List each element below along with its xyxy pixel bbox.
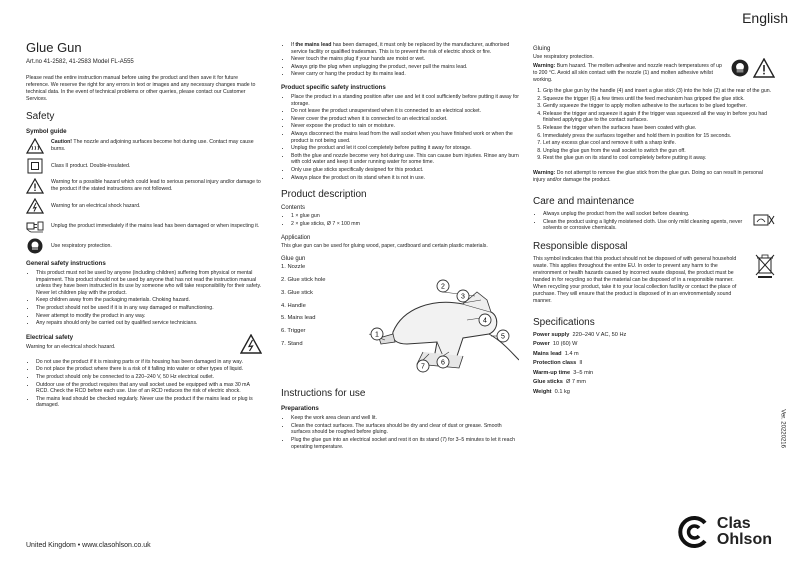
list-item: • Never touch the mains plug if your hands are moist or wet. [291, 56, 519, 63]
spec-value: 0.1 kg [554, 388, 570, 395]
warning-remove-stick [533, 170, 775, 184]
symbol-text: Use respiratory protection. [51, 242, 112, 249]
disposal-block [533, 233, 775, 309]
spec-value: 10 (60) W [552, 341, 578, 348]
care-list [533, 211, 753, 232]
list-item: • Keep children away from the packaging materials. Choking hazard. [36, 297, 262, 304]
symbol-hot-surface [26, 138, 262, 154]
svg-text:2: 2 [441, 283, 445, 291]
list-item: • Always grip the plug when unplugging the product, never pull the mains lead. [291, 64, 519, 71]
version-label: Ver. 20220216 [780, 409, 786, 448]
specific-safety-heading: Product specific safety instructions [281, 83, 386, 91]
spec-value: 220–240 V AC, 50 Hz [572, 331, 627, 338]
clas-ohlson-logo [677, 515, 772, 549]
step-item: 8. Unplug the glue gun from the wall socket to switch the gun off. [543, 148, 775, 155]
logo-text-clas: Clas [716, 515, 751, 532]
electrical-safety-list-continued [281, 42, 519, 78]
instructions-heading: Instructions for use [281, 388, 366, 400]
care-block [533, 188, 775, 233]
callout-3 [457, 290, 469, 302]
list-item: • Outdoor use of the product requires that any wall socket used be equipped with a max 30 mA RCD. Check the RCD before each use. Use of an RCD reduces the risk of electric shock. [36, 382, 262, 395]
spec-row [533, 370, 775, 376]
list-item: • The product should only be connected to a 220–240 V, 50 Hz electrical outlet. [36, 374, 262, 381]
spec-row [533, 389, 775, 395]
list-item: • Never cover the product when it is connected to an electrical socket. [291, 116, 519, 123]
spec-label: Power [533, 341, 550, 348]
list-text: If [291, 42, 296, 48]
spec-label: Weight [533, 388, 552, 395]
spec-label: Glue sticks [533, 379, 563, 386]
column-3 [533, 46, 775, 398]
list-item: • 2 × glue sticks, Ø 7 × 100 mm [291, 221, 519, 228]
care-heading: Care and maintenance [533, 195, 635, 207]
symbol-text: Warning for a possible hazard which could lead to serious personal injury and/or damage to the product if the stated instructions are not followed. [51, 179, 261, 192]
svg-text:3: 3 [461, 293, 465, 301]
list-item: • Always disconnect the mains lead from the wall socket when you have finished work or when the product is not being used. [291, 131, 519, 144]
list-item: • Always place the product on its stand when it is not in use. [291, 175, 519, 182]
disposal-heading: Responsible disposal [533, 240, 628, 252]
callout-5 [497, 330, 509, 342]
symbol-warning [26, 178, 262, 194]
spec-value: II [579, 360, 583, 367]
list-item: • Both the glue and nozzle become very hot during use. This can cause burn injuries. Rinse any burn with cold water and keep it under running water for some time. [291, 153, 519, 166]
list-text: has been damaged, it must only be replaced by the manufacturer, authorised service facility or qualified tradesman. This is to prevent the risk of electric shock or fire. [291, 42, 510, 55]
general-safety-heading: General safety instructions [26, 260, 106, 267]
part-item: 6. Trigger [281, 328, 306, 335]
footer-url: United Kingdom • www.clasohlson.co.uk [26, 542, 151, 549]
warning-triangle-icon [26, 178, 44, 194]
warning-bold: Warning: [533, 169, 556, 176]
spec-value: 1.4 m [564, 350, 579, 357]
list-item: • Clean the product using a lightly moistened cloth. Use only mild cleaning agents, never solvents or corrosive chemicals. [543, 219, 753, 232]
contents-list [281, 213, 519, 227]
mains-lead-bold: the mains lead [295, 42, 332, 48]
callout-7 [417, 360, 429, 372]
part-item: 4. Handle [281, 302, 306, 309]
disposal-text: This symbol indicates that this product should not be disposed of with general household waste. This applies throughout the entire EU. In order to prevent any harm to the environment or health hazards caused by incorrect waste disposal, the product must be handed in for recycling so that the material can be disposed of in a responsible manner. When recycling your product, take it to your local collection facility or contact the place of purchase. They will ensure that the product is disposed of in an environmentally sound manner. [533, 255, 737, 304]
part-item: 2. Glue stick hole [281, 277, 326, 284]
spec-label: Warm-up time [533, 369, 571, 376]
logo-text-ohlson: Ohlson [716, 531, 772, 548]
intro-text: Please read the entire instruction manual before using the product and then save it for future reference. We reserve the right for any errors in text or images and any necessary changes made to technical data. In the event of technical problems or other queries, please contact our Customer Services. [26, 75, 256, 102]
spec-row [533, 351, 775, 357]
symbol-caution-bold: Caution! [51, 139, 73, 146]
double-square-icon [26, 158, 44, 174]
part-item: 1. Nozzle [281, 264, 306, 271]
part-item: 7. Stand [281, 341, 303, 348]
application-text: This glue gun can be used for gluing wood, paper, cardboard and certain plastic materials. [281, 243, 488, 250]
list-item: • Any repairs should only be carried out by qualified service technicians. [36, 320, 262, 327]
list-item: • Always unplug the product from the wall socket before cleaning. [543, 211, 753, 218]
callout-1 [371, 328, 383, 340]
glue-gun-diagram-block [281, 256, 519, 374]
logo-mark-icon [677, 515, 711, 549]
symbol-guide-heading: Symbol guide [26, 128, 67, 135]
step-item: 9. Rest the glue gun on its stand to cool completely before putting it away. [543, 155, 775, 162]
language-label: English [742, 10, 788, 26]
spec-row [533, 379, 775, 385]
gluing-warning-text [533, 63, 723, 84]
symbol-text: Unplug the product immediately if the mains lead has been damaged or when inspecting it. [51, 222, 260, 229]
part-item: 5. Mains lead [281, 315, 316, 322]
electrical-safety-block [26, 328, 262, 359]
glue-gun-diagram [363, 256, 519, 374]
gluing-heading: Gluing [533, 46, 551, 52]
spec-label: Power supply [533, 331, 570, 338]
article-number: Art.no 41-2582, 41-2583 Model FL-A555 [26, 59, 134, 65]
warning-bold: Warning: [533, 63, 556, 69]
callout-6 [437, 356, 449, 368]
gluing-steps [533, 88, 775, 162]
list-item: • The product should not be used if it is in any way damaged or malfunctioning. [36, 305, 262, 312]
unplug-icon [26, 218, 44, 234]
symbol-text: Warning for an electrical shock hazard. [51, 202, 141, 209]
symbol-unplug [26, 218, 262, 234]
cleaning-icon [753, 212, 775, 228]
spec-row [533, 341, 775, 347]
safety-heading: Safety [26, 111, 55, 122]
electrical-warning-text: Warning for an electrical shock hazard. [26, 343, 116, 350]
svg-text:1: 1 [375, 331, 379, 339]
document-title: Glue Gun [26, 40, 82, 55]
step-item: 2. Squeeze the trigger (6) a few times until the feed mechanism has gripped the glue stick. [543, 96, 775, 103]
list-item: • Clean the contact surfaces. The surfaces should be dry and clear of dust or grease. Smooth surfaces should be roughed before gluing. [291, 423, 519, 436]
spec-row [533, 332, 775, 338]
specific-safety-list [281, 94, 519, 181]
list-item: • This product must not be used by anyone (including children) suffering from physical or mental impairment. This product should not be used by anyone that has not read the instruction manual unless they have been instructed in its use by someone who will take responsibility for their safety. Never let children play with the product. [36, 270, 262, 296]
spec-value: 3–5 min [573, 369, 594, 376]
list-item: • Do not place the product where there is a risk of it falling into water or other types of liquid. [36, 366, 262, 373]
list-item: • Unplug the product and let it cool completely before putting it away for storage. [291, 145, 519, 152]
part-item: 3. Glue stick [281, 289, 313, 296]
specifications-list [533, 332, 775, 395]
list-item: • Do not leave the product unsupervised when it is connected to an electrical socket. [291, 108, 519, 115]
spec-value: Ø 7 mm [565, 379, 586, 386]
electrical-safety-list [26, 359, 262, 409]
crossed-bin-icon [755, 253, 775, 279]
list-item: • Only use glue sticks specifically designed for this product. [291, 167, 519, 174]
hot-surface-icon [26, 138, 44, 154]
electric-shock-icon [26, 198, 44, 214]
svg-text:5: 5 [501, 333, 505, 341]
symbol-text: Class II product. Double-insulated. [51, 162, 131, 169]
list-item: • Keep the work area clean and well lit. [291, 415, 519, 422]
spec-label: Protection class [533, 360, 577, 367]
product-description-heading: Product description [281, 189, 367, 201]
preparations-heading: Preparations [281, 405, 319, 413]
step-item: 4. Release the trigger and squeeze it again if the trigger was squeezed all the way in before you had finished applying glue to the contact surfaces. [543, 111, 775, 124]
column-2 [281, 42, 519, 451]
step-item: 7. Let any excess glue cool and remove it with a sharp knife. [543, 140, 775, 147]
step-item: 5. Release the trigger when the surfaces have been coated with glue. [543, 125, 775, 132]
list-item: • 1 × glue gun [291, 213, 519, 220]
svg-text:6: 6 [441, 359, 445, 367]
contents-heading: Contents [281, 205, 306, 212]
symbol-class-ii [26, 158, 262, 174]
svg-text:7: 7 [421, 363, 425, 371]
preparations-list [281, 415, 519, 450]
symbol-text: The nozzle and adjoining surfaces become hot during use. Contact may cause burns. [51, 139, 254, 152]
spec-row [533, 360, 775, 366]
list-item [291, 42, 519, 55]
callout-4 [479, 314, 491, 326]
callout-2 [437, 280, 449, 292]
step-item: 6. Immediately press the surfaces together and hold them in position for 15 seconds. [543, 133, 775, 140]
electric-shock-icon [240, 334, 262, 359]
glue-gun-heading: Glue gun [281, 256, 306, 263]
svg-text:4: 4 [483, 317, 487, 325]
symbol-electric [26, 198, 262, 214]
list-item: • Do not use the product if it is missing parts or if its housing has been damaged in any way. [36, 359, 262, 366]
respirator-icon [26, 238, 44, 254]
electrical-safety-heading: Electrical safety [26, 333, 74, 341]
spec-label: Mains lead [533, 350, 562, 357]
step-item: 1. Grip the glue gun by the handle (4) and insert a glue stick (3) into the hole (2) at the rear of the gun. [543, 88, 775, 95]
specifications-heading: Specifications [533, 316, 595, 328]
list-item: • Never expose the product to rain or moisture. [291, 123, 519, 130]
warning-triangle-icon [753, 58, 775, 78]
step-item: 3. Gently squeeze the trigger to apply molten adhesive to the surfaces to be glued together. [543, 103, 775, 110]
warning-text: Do not attempt to remove the glue stick from the glue gun. Doing so can result in personal injury and/or damage the product. [533, 169, 763, 183]
gluing-intro-text: Use respiratory protection. [533, 54, 594, 60]
respirator-icon [731, 59, 749, 77]
list-item: • The mains lead should be checked regularly. Never use the product if the mains lead or plug is damaged. [36, 396, 262, 409]
gluing-intro-block [533, 46, 775, 88]
application-heading: Application [281, 235, 311, 242]
list-item: • Place the product in a standing position after use and let it cool sufficiently before putting it away for storage. [291, 94, 519, 107]
column-1 [26, 40, 262, 410]
list-item: • Never attempt to modify the product in any way. [36, 313, 262, 320]
symbol-respiratory [26, 238, 262, 254]
list-item: • Never carry or hang the product by its mains lead. [291, 71, 519, 78]
list-item: • Plug the glue gun into an electrical socket and rest it on its stand (7) for 3–5 minutes to let it reach operating temperature. [291, 437, 519, 450]
warning-text: Burn hazard. The molten adhesive and nozzle reach temperatures of up to 200 °C. Avoid all skin contact with the nozzle (1) and molten adhesive whilst working. [533, 63, 722, 83]
general-safety-list [26, 270, 262, 327]
